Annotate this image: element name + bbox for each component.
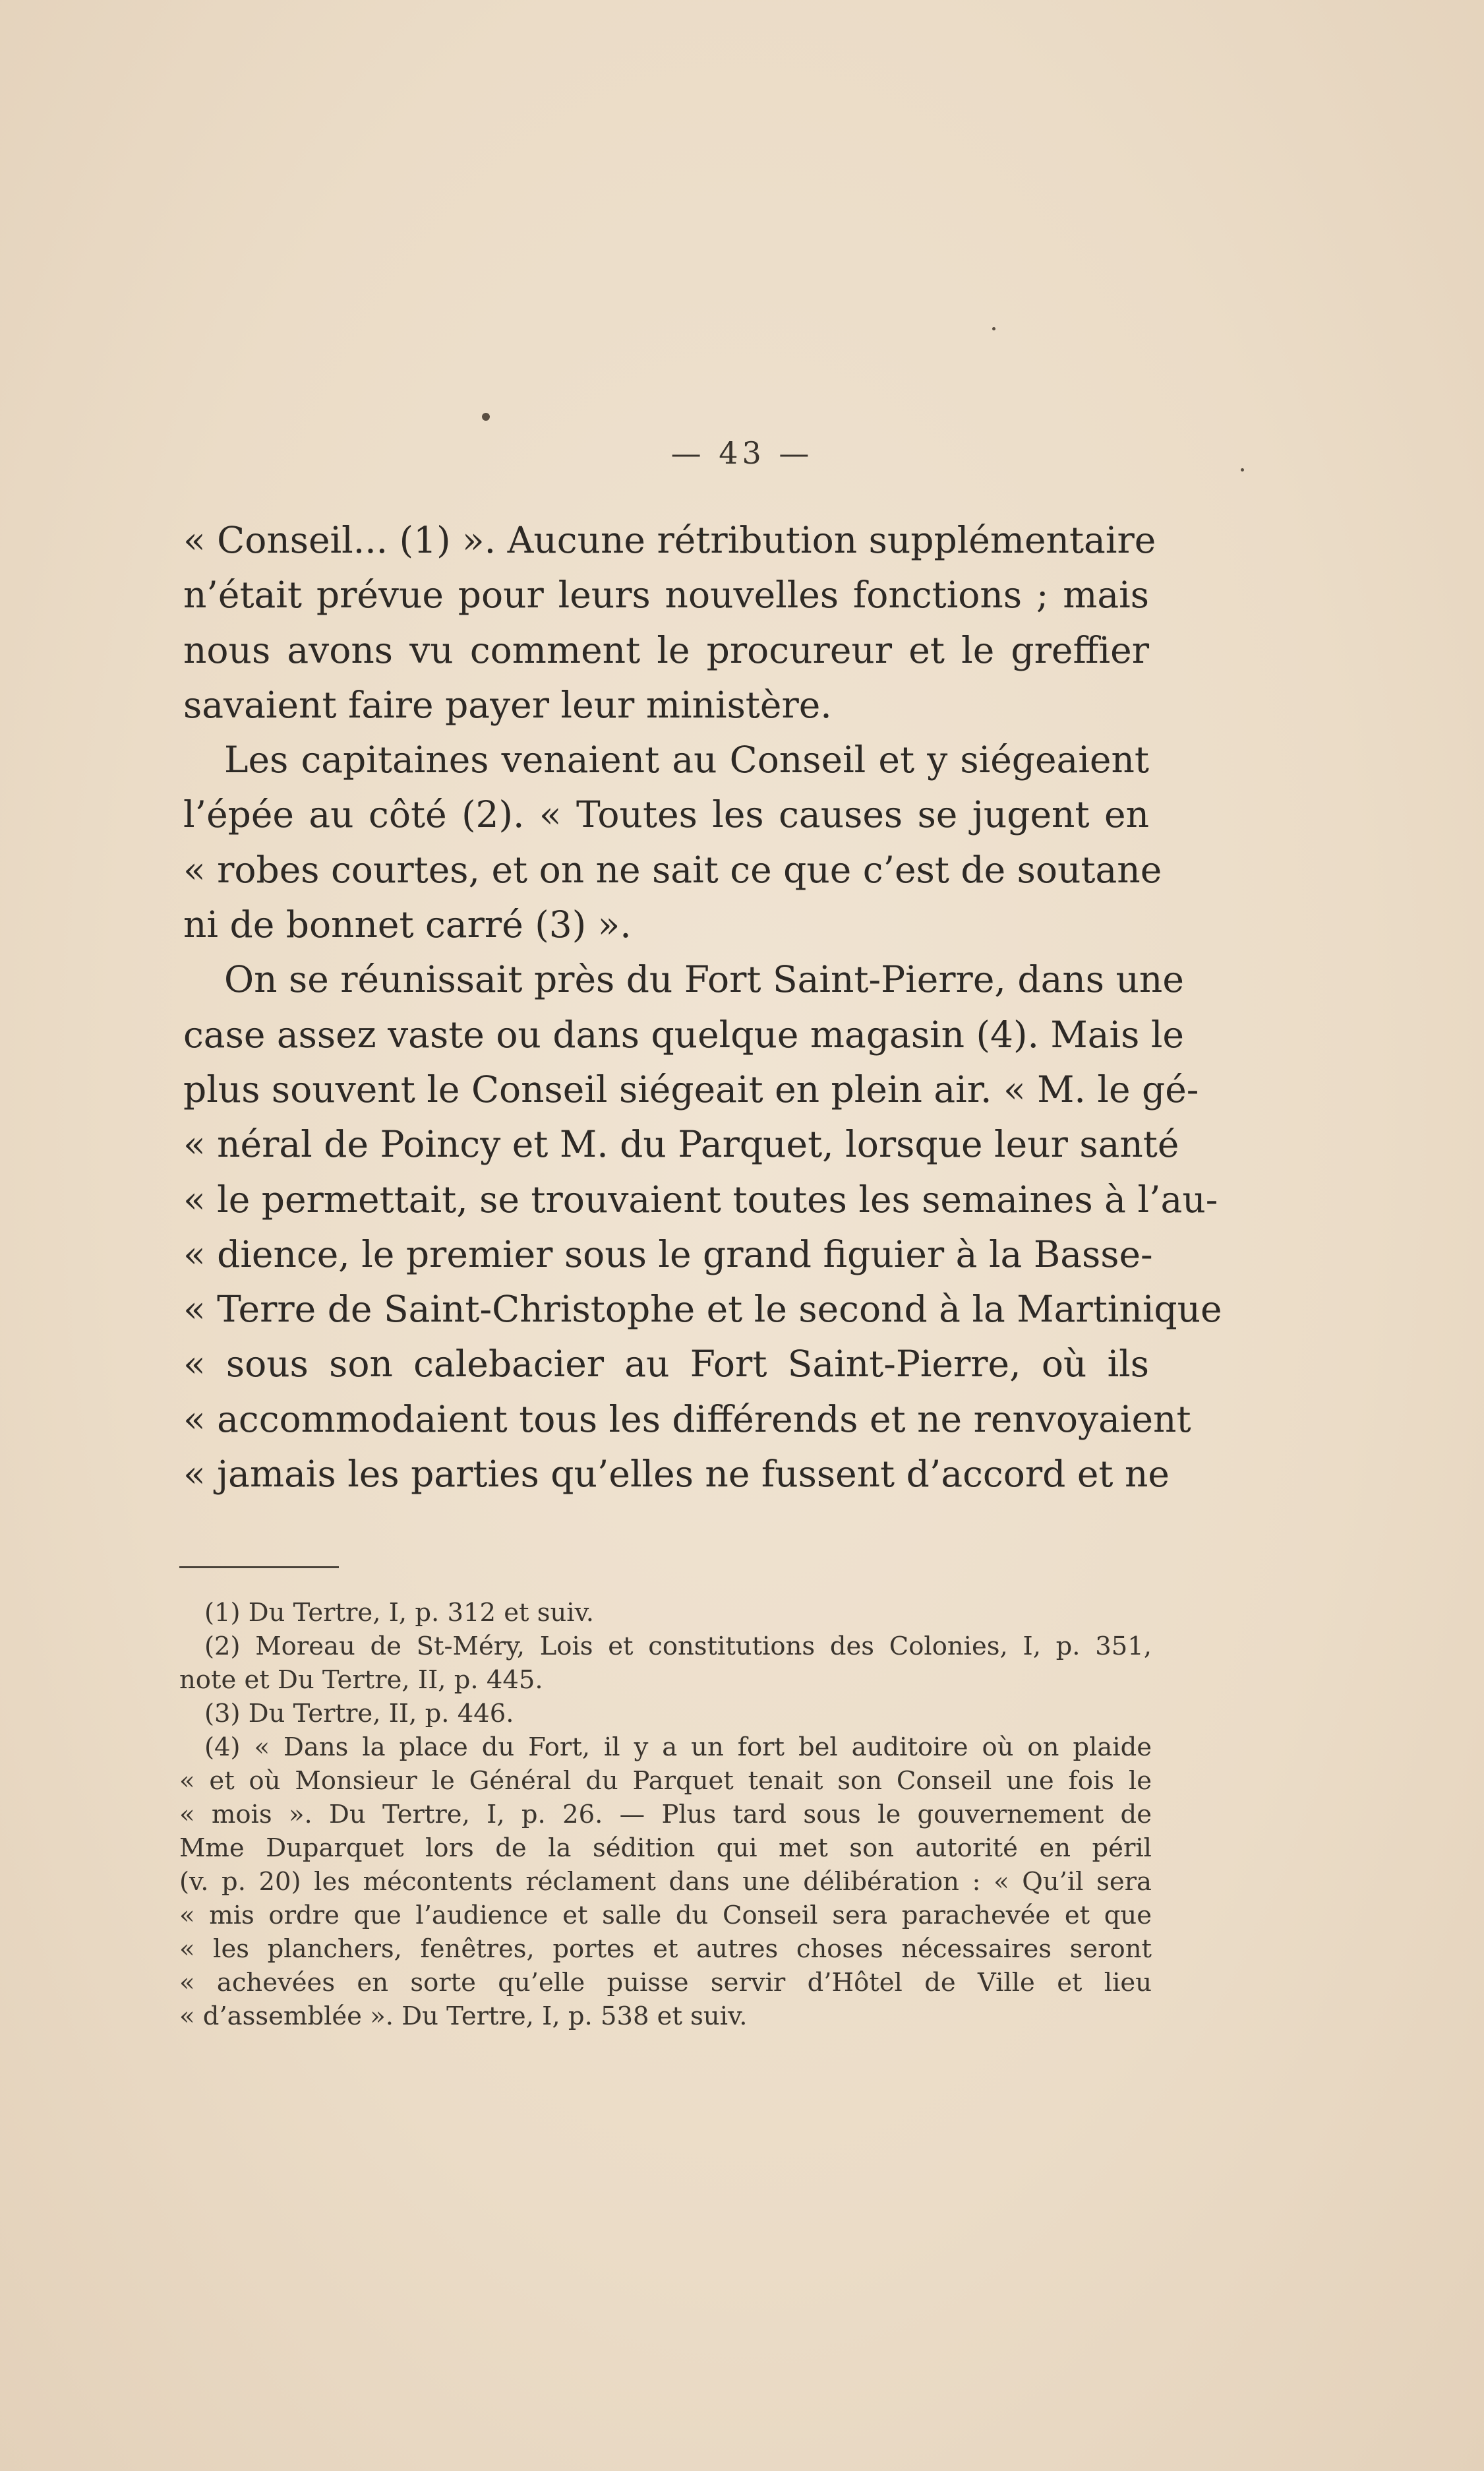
- text-line: « le permettait, se trouvaient toutes les semaines à l’au-: [183, 1178, 1218, 1221]
- text-line: « néral de Poincy et M. du Parquet, lorsque leur santé: [183, 1123, 1179, 1166]
- footnote-line: « et où Monsieur le Général du Parquet tenait son Conseil une fois le: [179, 1766, 1152, 1796]
- footnote-line: (1) Du Tertre, I, p. 312 et suiv.: [204, 1598, 594, 1628]
- text-line: « robes courtes, et on ne sait ce que c’est de soutane: [183, 848, 1162, 891]
- footnote-line: « achevées en sorte qu’elle puisse servir d’Hôtel de Ville et lieu: [179, 1968, 1152, 1998]
- ink-speck: [992, 327, 995, 330]
- text-line: « dience, le premier sous le grand figuier à la Basse-: [183, 1233, 1153, 1275]
- text-line: case assez vaste ou dans quelque magasin (4). Mais le: [183, 1013, 1184, 1056]
- text-line: « jamais les parties qu’elles ne fussent d’accord et ne: [183, 1453, 1170, 1496]
- footnote-line: « les planchers, fenêtres, portes et autres choses nécessaires seront: [179, 1934, 1152, 1964]
- footnote-divider: [179, 1566, 339, 1568]
- text-line: ni de bonnet carré (3) ».: [183, 903, 632, 946]
- text-line: n’était prévue pour leurs nouvelles fonctions ; mais: [183, 574, 1149, 617]
- text-line: savaient faire payer leur ministère.: [183, 683, 832, 726]
- text-line: Les capitaines venaient au Conseil et y siégeaient: [224, 739, 1149, 781]
- footnotes: [179, 1596, 1152, 2033]
- footnote-line: (2) Moreau de St-Méry, Lois et constitutions des Colonies, I, p. 351,: [204, 1632, 1152, 1661]
- text-line: « Terre de Saint-Christophe et le second à la Martinique: [183, 1288, 1222, 1331]
- footnote-line: (3) Du Tertre, II, p. 446.: [204, 1699, 514, 1728]
- ink-speck: [482, 413, 490, 421]
- text-line: « Conseil... (1) ». Aucune rétribution supplémentaire: [183, 519, 1156, 561]
- text-line: « accommodaient tous les différends et ne renvoyaient: [183, 1397, 1191, 1440]
- footnote-line: « mois ». Du Tertre, I, p. 26. — Plus tard sous le gouvernement de: [179, 1800, 1152, 1829]
- footnote-line: « d’assemblée ». Du Tertre, I, p. 538 et suiv.: [179, 2001, 748, 2031]
- body-text: [183, 513, 1222, 1502]
- page-number: — 43 —: [670, 435, 814, 471]
- footnote-line: (v. p. 20) les mécontents réclament dans une délibération : « Qu’il sera: [179, 1867, 1152, 1897]
- footnote-line: (4) « Dans la place du Fort, il y a un fort bel auditoire où on plaide: [204, 1732, 1152, 1762]
- text-line: nous avons vu comment le procureur et le greffier: [183, 628, 1149, 671]
- text-line: l’épée au côté (2). « Toutes les causes se jugent en: [183, 793, 1149, 836]
- footnote-line: « mis ordre que l’audience et salle du Conseil sera parachevée et que: [179, 1901, 1152, 1930]
- text-line: plus souvent le Conseil siégeait en plein air. « M. le gé-: [183, 1068, 1199, 1111]
- text-line: « sous son calebacier au Fort Saint-Pierre, où ils: [183, 1343, 1149, 1386]
- footnote-line: Mme Duparquet lors de la sédition qui met son autorité en péril: [179, 1833, 1152, 1863]
- footnote-line: note et Du Tertre, II, p. 445.: [179, 1665, 543, 1695]
- text-line: On se réunissait près du Fort Saint-Pierre, dans une: [224, 958, 1184, 1001]
